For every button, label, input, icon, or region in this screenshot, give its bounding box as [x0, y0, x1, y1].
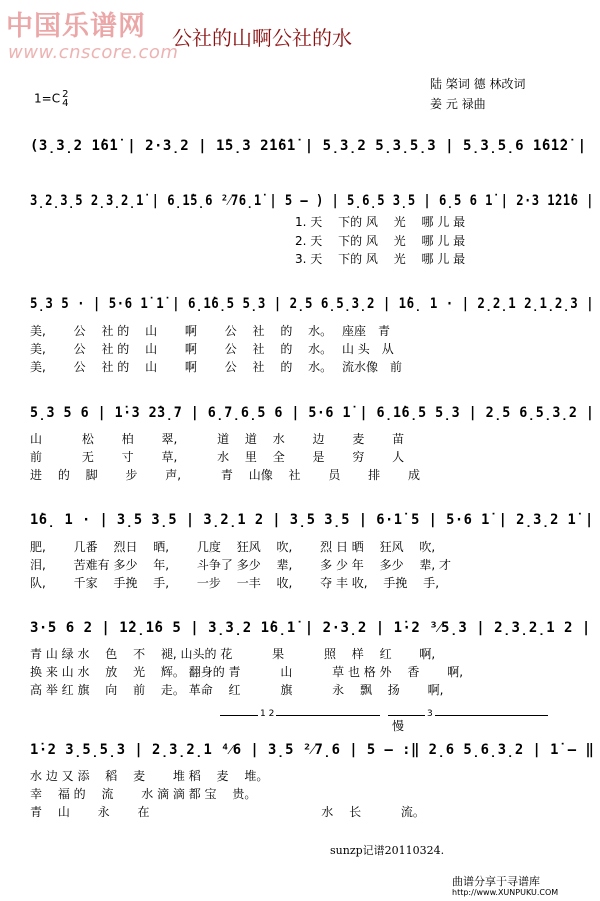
tempo-marking: 慢: [392, 719, 405, 733]
lyric-row-6-verse-1: 青 山 绿 水 色 不 褪, 山头的 花 果 照 样 红 啊,: [30, 647, 436, 661]
lyric-row-3-verse-1: 美, 公 社 的 山 啊 公 社 的 水。 座座 青: [30, 324, 390, 338]
lyric-row-4-verse-3: 进 的 脚 步 声, 青 山像 社 员 排 成: [30, 468, 420, 482]
lyric-row-3-verse-3: 美, 公 社 的 山 啊 公 社 的 水。 流水像 前: [30, 360, 402, 374]
lyric-row-5-verse-1: 肥, 几番 烈日 晒, 几度 狂风 吹, 烈 日 晒 狂风 吹,: [30, 540, 436, 554]
notation-row-6: 3·5 6 2 | 1̇2̣1̇6 5 | 3̣3̣2 1̇6̣1̇ | 2·3̣2 | 1̇·2 ³⁄5̣3 | 2̣3̣2̣1 2 |: [30, 620, 591, 636]
lyric-row-3-verse-2: 美, 公 社 的 山 啊 公 社 的 水。 山 头 从: [30, 342, 394, 356]
share-url: http://www.XUNPUKU.COM: [452, 888, 559, 897]
lyricist-credit: 陆 棨词 德 林改词: [430, 77, 526, 91]
key-signature: [34, 90, 68, 108]
share-caption: 曲谱分享于寻谱库: [452, 875, 540, 888]
lyric-row-2-verse-3: 3. 天 下的 风 光 哪 儿 最: [295, 252, 466, 266]
watermark-logo: 中国乐谱网: [6, 11, 146, 42]
lyric-row-6-verse-3: 高 举 红 旗 向 前 走。 革命 红 旗 永 飘 扬 啊,: [30, 683, 444, 697]
composer-credit: 姜 元 禄曲: [430, 97, 486, 111]
transcriber-note: sunzp记谱20110324.: [330, 844, 445, 857]
notation-row-3: 5̣3 5 · | 5·6 1̇ 1̇ | 6̣1̇6̣5 5̣3 | 2̣5 6̣5̣3̣2 | 1̇6̣ 1 · | 2̣2̣1 2̣1̣2̣3 |: [30, 296, 595, 312]
notation-row-2: 3̣2̣3̣5 2̣3̣2̣1̇ | 6̣1̇5̣6 ²⁄76̣1̇ | 5 – ) | 5̣6̣5 3̣5 | 6̣5 6 1̇ | 2·3 1̇2̇1̇6 |: [30, 193, 594, 209]
lyric-row-7-verse-1: 水 边 又 添 稻 麦 堆 稻 麦 堆。: [30, 769, 269, 783]
lyric-row-6-verse-2: 换 来 山 水 放 光 辉。 翻身的 青 山 草 也 格 外 香 啊,: [30, 665, 464, 679]
lyric-row-5-verse-2: 泪, 苦难有 多少 年, 斗争了 多少 辈, 多 少 年 多少 辈, 才: [30, 558, 452, 572]
volta-second-label: 3: [427, 709, 433, 719]
notation-row-1: (3̣3̣2 1̇6̇1̇ | 2·3̣2 | 1̇5̣3 2̇1̇6̇1̇ | 5̣3̣2 5̣3̣5̣3 | 5̣3̣5̣6 1̇6̇1̇2̇ |: [30, 138, 587, 154]
notation-row-4: 5̣3 5 6 | 1̇·3 2̇3̣7 | 6̣7̣6̣5 6 | 5·6 1̇ | 6̣1̇6̣5 5̣3 | 2̣5 6̣5̣3̣2 |: [30, 405, 595, 421]
watermark-url: www.cnscore.com: [8, 42, 179, 63]
lyric-row-7-verse-3: 青 山 永 在 水 长 流。: [30, 805, 425, 819]
lyric-row-4-verse-1: 山 松 柏 翠, 道 道 水 边 麦 苗: [30, 432, 405, 446]
volta-bracket-first: [220, 715, 380, 716]
lyric-row-5-verse-3: 队, 千家 手挽 手, 一步 一丰 收, 夺 丰 收, 手挽 手,: [30, 576, 440, 590]
notation-row-5: 1̇6̣ 1 · | 3̣5 3̣5 | 3̣2̣1 2 | 3̣5 3̣5 | 6·1̇ 5 | 5·6 1̇ | 2̣3̣2 1̇ |: [30, 512, 594, 528]
volta-first-label: 1 2: [260, 709, 275, 719]
key-label: 1=C: [34, 91, 61, 106]
notation-row-7: 1̇·2 3̣5̣5̣3 | 2̣3̣2̣1 ⁴⁄6 | 3̣5 ²⁄7̣6 | 5 – :‖ 2̣6 5̣6̣3̣2 | 1̇ – ‖: [30, 742, 595, 758]
volta-bracket-second: [388, 715, 548, 716]
lyric-row-2-verse-1: 1. 天 下的 风 光 哪 儿 最: [295, 215, 466, 229]
lyric-row-4-verse-2: 前 无 寸 草, 水 里 全 是 穷 人: [30, 450, 405, 464]
song-title: 公社的山啊公社的水: [172, 26, 352, 50]
time-signature: 2 4: [62, 89, 69, 109]
lyric-row-2-verse-2: 2. 天 下的 风 光 哪 儿 最: [295, 234, 466, 248]
lyric-row-7-verse-2: 幸 福 的 流 水 滴 滴 都 宝 贵。: [30, 787, 257, 801]
